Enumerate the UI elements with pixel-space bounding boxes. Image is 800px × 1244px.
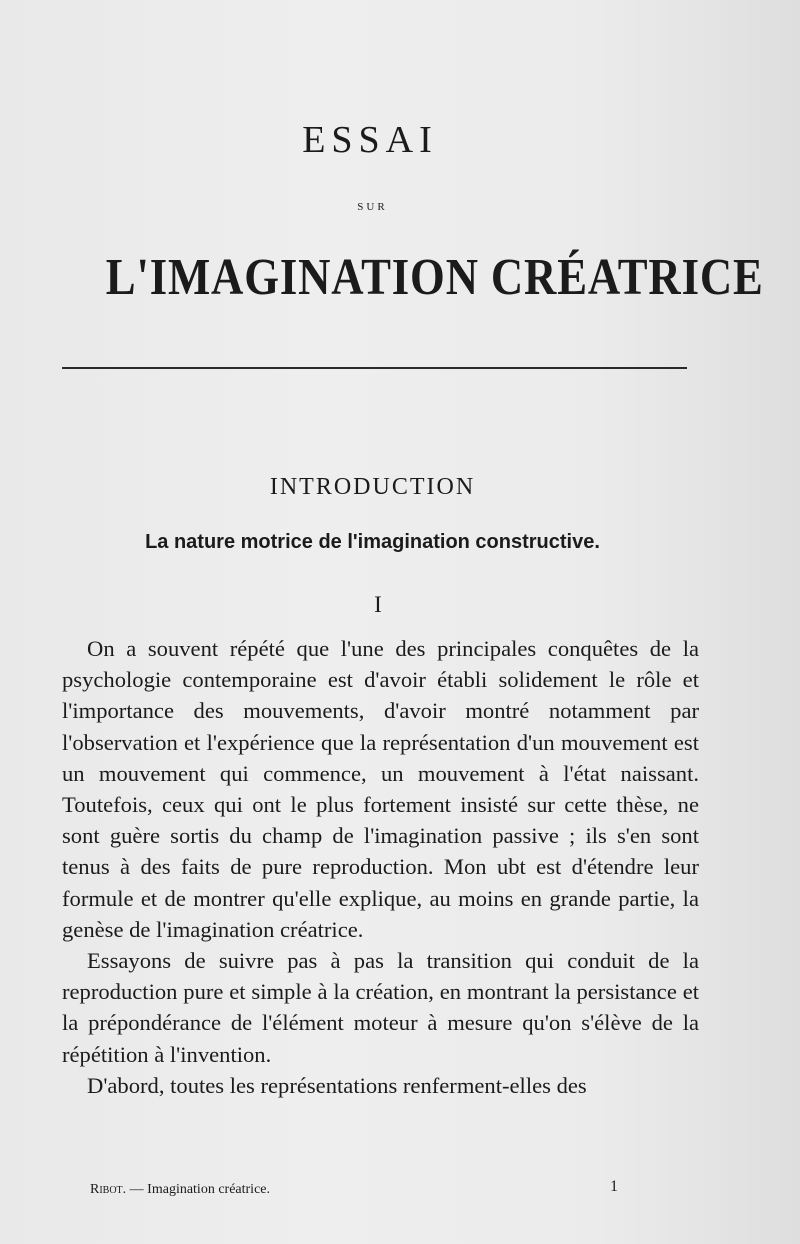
page-number: 1 <box>610 1178 618 1195</box>
running-footer <box>90 1182 270 1198</box>
section-number: I <box>374 592 382 617</box>
title-rule <box>62 367 687 369</box>
paragraph: D'abord, toutes les représentations renferment-elles des <box>87 1072 587 1098</box>
footer-book: Imagination créatrice. <box>147 1182 270 1197</box>
main-title: L'IMAGINATION CRÉATRICE <box>105 249 764 306</box>
title-sur: SUR <box>357 201 388 213</box>
paragraph: Essayons de suivre pas à pas la transition qui conduit de la reproduction pure et simple à la création, en montrant la persistance et la prépondérance de l'élément moteur à mesure qu'on s'élève de la répétition à l'invention. <box>62 948 699 1067</box>
chapter-subtitle: La nature motrice de l'imagination constructive. <box>145 531 600 553</box>
footer-author: Ribot. <box>90 1182 127 1197</box>
chapter-heading: INTRODUCTION <box>269 474 476 500</box>
body-text <box>62 633 699 1101</box>
title-essai: ESSAI <box>302 119 438 161</box>
paragraph: On a souvent répété que l'une des principales conquêtes de la psychologie contemporaine est d'avoir établi solidement le rôle et l'importance des mouvements, d'avoir montré notamment par l'observation et l'expérience que la représentation d'un mouvement est un mouvement qui commence, un mouvement à l'état naissant. Toutefois, ceux qui ont le plus fortement insisté sur cette thèse, ne sont guère sortis du champ de l'imagination passive ; ils s'en sont tenus à des faits de pure reproduction. Mon ubt est d'étendre leur formule et de montrer qu'elle explique, au moins en grande partie, la genèse de l'imagination créatrice. <box>62 636 699 942</box>
footer-separator: — <box>126 1182 148 1197</box>
